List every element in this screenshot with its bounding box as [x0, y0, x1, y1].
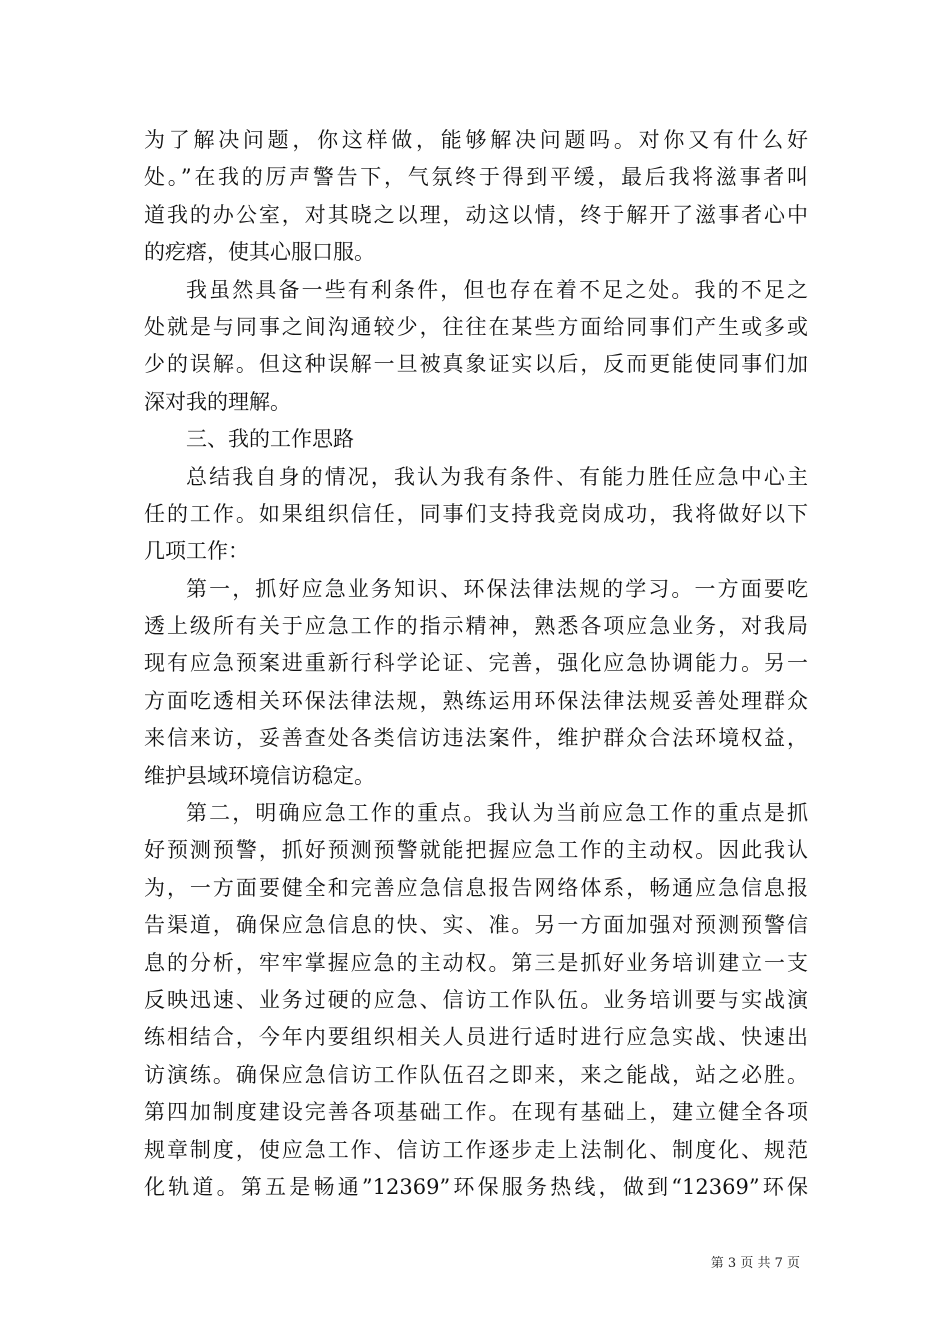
document-body	[144, 122, 808, 1206]
text-line: 我虽然具备一些有利条件，但也存在着不足之处。我的不足之	[186, 277, 808, 302]
text-line: 维护县域环境信访稳定。	[144, 763, 375, 788]
text-line: 处就是与同事之间沟通较少，往往在某些方面给同事们产生或多或	[144, 314, 808, 339]
text-line: 化轨道。第五是畅通”12369”环保服务热线，做到“12369”环保	[144, 1174, 808, 1199]
text-line: 深对我的理解。	[144, 389, 291, 414]
text-line: 任的工作。如果组织信任，同事们支持我竞岗成功，我将做好以下	[144, 501, 808, 526]
text-line: 第二，明确应急工作的重点。我认为当前应急工作的重点是抓	[186, 801, 808, 826]
text-line: 少的误解。但这种误解一旦被真象证实以后，反而更能使同事们加	[144, 352, 808, 377]
text-line: 道我的办公室，对其晓之以理，动这以情，终于解开了滋事者心中	[144, 202, 808, 227]
page-number: 第 3 页 共 7 页	[710, 1256, 800, 1271]
text-line: 为了解决问题，你这样做，能够解决问题吗。对你又有什么好	[144, 128, 808, 152]
text-line: 反映迅速、业务过硬的应急、信访工作队伍。业务培训要与实战演	[144, 987, 808, 1012]
text-line: 第一，抓好应急业务知识、环保法律法规的学习。一方面要吃	[186, 576, 808, 601]
text-line: 规章制度，使应急工作、信访工作逐步走上法制化、制度化、规范	[144, 1137, 808, 1162]
text-line: 来信来访，妥善查处各类信访违法案件，维护群众合法环境权益，	[144, 726, 808, 751]
text-line: 三、我的工作思路	[186, 427, 354, 452]
text-line: 第四加制度建设完善各项基础工作。在现有基础上，建立健全各项	[144, 1100, 808, 1125]
text-line: 方面吃透相关环保法律法规，熟练运用环保法律法规妥善处理群众	[144, 688, 808, 713]
text-line: 息的分析，牢牢掌握应急的主动权。第三是抓好业务培训建立一支	[144, 950, 808, 975]
text-line: 透上级所有关于应急工作的指示精神，熟悉各项应急业务，对我局	[144, 614, 808, 639]
text-line: 的疙瘩，使其心服口服。	[144, 240, 375, 265]
text-line: 好预测预警，抓好预测预警就能把握应急工作的主动权。因此我认	[144, 838, 808, 863]
text-line: 告渠道，确保应急信息的快、实、准。另一方面加强对预测预警信	[144, 913, 808, 938]
text-line: 为，一方面要健全和完善应急信息报告网络体系，畅通应急信息报	[144, 875, 808, 900]
text-line: 练相结合，今年内要组织相关人员进行适时进行应急实战、快速出	[144, 1025, 808, 1050]
text-line: 访演练。确保应急信访工作队伍召之即来，来之能战，站之必胜。	[144, 1062, 808, 1087]
text-line: 处。”在我的厉声警告下，气氛终于得到平缓，最后我将滋事者叫	[144, 165, 808, 190]
text-line: 现有应急预案进重新行科学论证、完善，强化应急协调能力。另一	[144, 651, 808, 676]
text-line: 几项工作：	[144, 539, 249, 564]
text-line: 总结我自身的情况，我认为我有条件、有能力胜任应急中心主	[186, 464, 808, 489]
